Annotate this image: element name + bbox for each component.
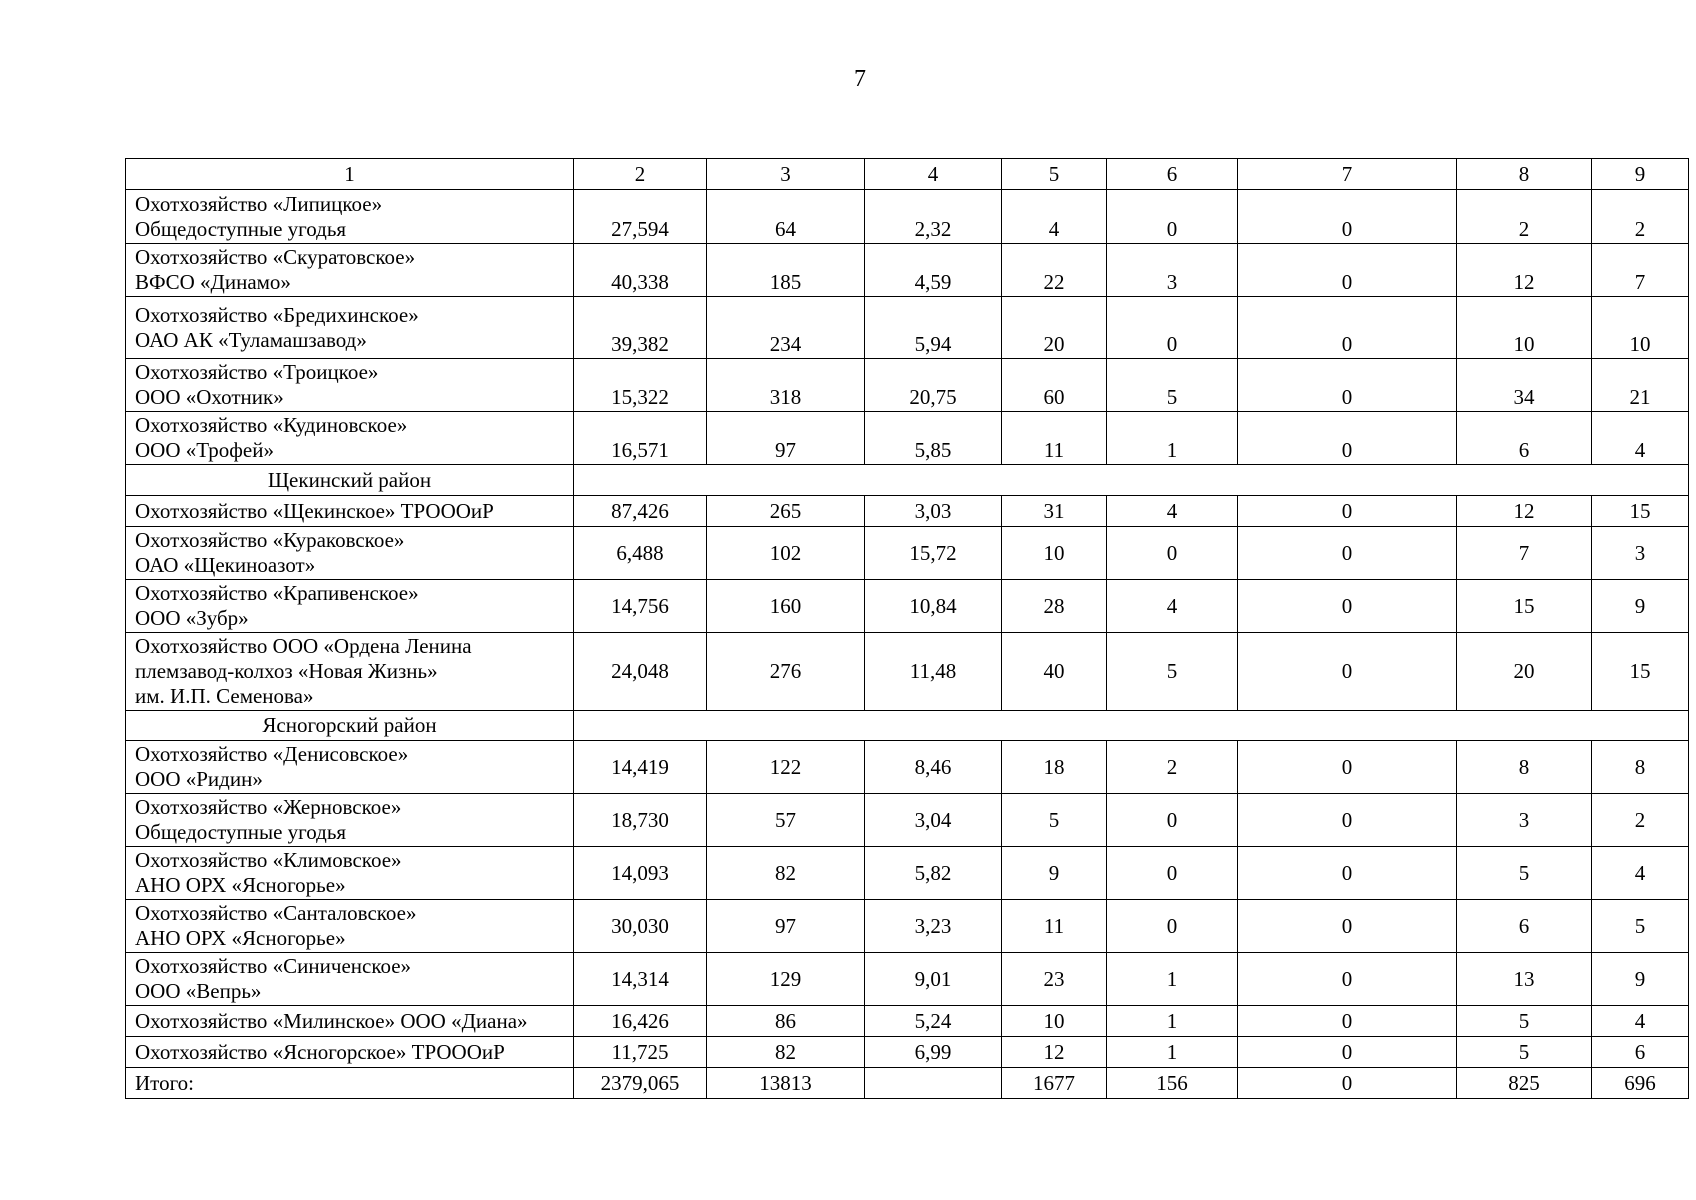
hunting-ground-name [126, 1037, 574, 1068]
value-cell: 14,093 [574, 847, 707, 900]
value-cell: 10 [1002, 1006, 1107, 1037]
value-cell: 0 [1238, 900, 1457, 953]
value-cell: 6,99 [865, 1037, 1002, 1068]
value-cell: 97 [707, 412, 865, 465]
table-row [126, 953, 1689, 1006]
value-cell: 10 [1002, 527, 1107, 580]
value-cell: 0 [1107, 847, 1238, 900]
column-number: 8 [1457, 159, 1592, 190]
value-cell: 16,426 [574, 1006, 707, 1037]
hunting-ground-name [126, 496, 574, 527]
value-cell: 97 [707, 900, 865, 953]
value-cell: 0 [1238, 359, 1457, 412]
value-cell: 39,382 [574, 297, 707, 359]
value-cell: 34 [1457, 359, 1592, 412]
name-line: Охотхозяйство «Троицкое» [135, 360, 379, 384]
value-cell: 86 [707, 1006, 865, 1037]
name-line: Охотхозяйство «Денисовское» [135, 742, 409, 766]
table-row [126, 244, 1689, 297]
column-number: 6 [1107, 159, 1238, 190]
value-cell: 20 [1002, 297, 1107, 359]
value-cell: 318 [707, 359, 865, 412]
name-line: Охотхозяйство «Жерновское» [135, 795, 402, 819]
value-cell: 0 [1107, 190, 1238, 244]
table-row [126, 900, 1689, 953]
district-name: Ясногорский район [126, 711, 574, 741]
value-cell: 5 [1107, 633, 1238, 711]
value-cell: 57 [707, 794, 865, 847]
value-cell: 5,94 [865, 297, 1002, 359]
value-cell: 15 [1457, 580, 1592, 633]
hunting-ground-name [126, 741, 574, 794]
column-number: 7 [1238, 159, 1457, 190]
name-line: Охотхозяйство «Милинское» ООО «Диана» [135, 1008, 528, 1033]
value-cell: 1 [1107, 1006, 1238, 1037]
value-cell: 8 [1457, 741, 1592, 794]
value-cell: 0 [1238, 297, 1457, 359]
value-cell: 102 [707, 527, 865, 580]
value-cell: 15 [1592, 496, 1689, 527]
district-empty-cell [574, 711, 1689, 741]
hunting-ground-name [126, 412, 574, 465]
district-name: Щекинский район [126, 465, 574, 496]
value-cell: 11,725 [574, 1037, 707, 1068]
value-cell: 4 [1002, 190, 1107, 244]
value-cell: 3,23 [865, 900, 1002, 953]
value-cell: 3,04 [865, 794, 1002, 847]
value-cell: 0 [1107, 297, 1238, 359]
value-cell: 24,048 [574, 633, 707, 711]
table-row [126, 297, 1689, 359]
value-cell: 265 [707, 496, 865, 527]
value-cell: 5 [1457, 1006, 1592, 1037]
value-cell: 40 [1002, 633, 1107, 711]
value-cell: 28 [1002, 580, 1107, 633]
value-cell: 40,338 [574, 244, 707, 297]
column-number: 2 [574, 159, 707, 190]
value-cell: 27,594 [574, 190, 707, 244]
value-cell: 0 [1238, 1037, 1457, 1068]
table-row [126, 1006, 1689, 1037]
table-row [126, 794, 1689, 847]
name-line: АНО ОРХ «Ясногорье» [135, 926, 346, 950]
column-number-row [126, 159, 1689, 190]
value-cell: 0 [1238, 847, 1457, 900]
value-cell: 4 [1592, 847, 1689, 900]
value-cell: 0 [1238, 1006, 1457, 1037]
value-cell: 60 [1002, 359, 1107, 412]
value-cell: 9 [1592, 580, 1689, 633]
hunting-ground-name [126, 900, 574, 953]
value-cell: 11,48 [865, 633, 1002, 711]
value-cell: 1677 [1002, 1068, 1107, 1099]
name-line: ООО «Зубр» [135, 606, 249, 630]
value-cell: 5,85 [865, 412, 1002, 465]
hunting-ground-name [126, 794, 574, 847]
value-cell: 0 [1107, 900, 1238, 953]
value-cell: 9,01 [865, 953, 1002, 1006]
hunting-ground-name [126, 244, 574, 297]
value-cell: 13813 [707, 1068, 865, 1099]
name-line: Охотхозяйство «Скуратовское» [135, 245, 416, 269]
value-cell: 129 [707, 953, 865, 1006]
name-line: Итого: [135, 1070, 194, 1095]
name-line: ООО «Ридин» [135, 767, 263, 791]
name-line: Охотхозяйство «Синиченское» [135, 954, 412, 978]
value-cell: 0 [1238, 633, 1457, 711]
value-cell: 0 [1238, 953, 1457, 1006]
value-cell: 3 [1457, 794, 1592, 847]
column-number: 5 [1002, 159, 1107, 190]
hunting-ground-name [126, 359, 574, 412]
value-cell: 9 [1002, 847, 1107, 900]
name-line: Охотхозяйство «Кураковское» [135, 528, 405, 552]
value-cell: 0 [1238, 794, 1457, 847]
name-line: ООО «Охотник» [135, 385, 284, 409]
district-row [126, 711, 1689, 741]
value-cell: 14,314 [574, 953, 707, 1006]
value-cell: 2 [1592, 190, 1689, 244]
value-cell: 13 [1457, 953, 1592, 1006]
value-cell: 16,571 [574, 412, 707, 465]
value-cell: 82 [707, 847, 865, 900]
value-cell: 7 [1592, 244, 1689, 297]
name-line: Охотхозяйство «Санталовское» [135, 901, 417, 925]
value-cell: 3 [1592, 527, 1689, 580]
value-cell: 6 [1592, 1037, 1689, 1068]
value-cell: 0 [1238, 741, 1457, 794]
value-cell [865, 1068, 1002, 1099]
name-line: Общедоступные угодья [135, 216, 347, 241]
table-row [126, 527, 1689, 580]
page-number: 7 [854, 66, 866, 92]
value-cell: 87,426 [574, 496, 707, 527]
value-cell: 6,488 [574, 527, 707, 580]
value-cell: 12 [1457, 244, 1592, 297]
table-row [126, 580, 1689, 633]
value-cell: 12 [1457, 496, 1592, 527]
value-cell: 5 [1457, 1037, 1592, 1068]
column-number: 1 [126, 159, 574, 190]
value-cell: 4 [1592, 1006, 1689, 1037]
table-body [126, 159, 1689, 1099]
name-line: ООО «Вепрь» [135, 979, 262, 1003]
name-line: ВФСО «Динамо» [135, 270, 291, 294]
value-cell: 160 [707, 580, 865, 633]
name-line: Охотхозяйство «Климовское» [135, 848, 402, 872]
value-cell: 18,730 [574, 794, 707, 847]
value-cell: 11 [1002, 900, 1107, 953]
value-cell: 276 [707, 633, 865, 711]
value-cell: 156 [1107, 1068, 1238, 1099]
value-cell: 0 [1238, 580, 1457, 633]
district-empty-cell [574, 465, 1689, 496]
name-line: Охотхозяйство «Бредихинское» [135, 302, 419, 327]
value-cell: 1 [1107, 412, 1238, 465]
value-cell: 2 [1457, 190, 1592, 244]
value-cell: 15,322 [574, 359, 707, 412]
value-cell: 18 [1002, 741, 1107, 794]
hunting-ground-name [126, 953, 574, 1006]
value-cell: 22 [1002, 244, 1107, 297]
name-line: Охотхозяйство «Щекинское» ТРОООиР [135, 498, 494, 523]
value-cell: 0 [1107, 527, 1238, 580]
name-line: племзавод-колхоз «Новая Жизнь» [135, 659, 438, 683]
name-line: Охотхозяйство «Ясногорское» ТРОООиР [135, 1039, 505, 1064]
value-cell: 9 [1592, 953, 1689, 1006]
value-cell: 185 [707, 244, 865, 297]
value-cell: 20,75 [865, 359, 1002, 412]
value-cell: 5,82 [865, 847, 1002, 900]
value-cell: 10 [1457, 297, 1592, 359]
value-cell: 3,03 [865, 496, 1002, 527]
value-cell: 0 [1238, 527, 1457, 580]
value-cell: 12 [1002, 1037, 1107, 1068]
value-cell: 2,32 [865, 190, 1002, 244]
name-line: Охотхозяйство ООО «Ордена Ленина [135, 634, 472, 658]
value-cell: 7 [1457, 527, 1592, 580]
district-row [126, 465, 1689, 496]
value-cell: 825 [1457, 1068, 1592, 1099]
table-row [126, 412, 1689, 465]
value-cell: 1 [1107, 1037, 1238, 1068]
value-cell: 5 [1002, 794, 1107, 847]
column-number: 9 [1592, 159, 1689, 190]
value-cell: 0 [1238, 1068, 1457, 1099]
table-row [126, 1068, 1689, 1099]
column-number: 3 [707, 159, 865, 190]
table-row [126, 633, 1689, 711]
value-cell: 0 [1238, 190, 1457, 244]
value-cell: 11 [1002, 412, 1107, 465]
value-cell: 5 [1592, 900, 1689, 953]
hunting-ground-name [126, 847, 574, 900]
value-cell: 8 [1592, 741, 1689, 794]
hunting-ground-name [126, 1068, 574, 1099]
hunting-ground-name [126, 633, 574, 711]
name-line: Общедоступные угодья [135, 820, 347, 844]
value-cell: 10,84 [865, 580, 1002, 633]
value-cell: 6 [1457, 412, 1592, 465]
value-cell: 1 [1107, 953, 1238, 1006]
name-line: Охотхозяйство «Крапивенское» [135, 581, 419, 605]
hunting-ground-name [126, 580, 574, 633]
value-cell: 0 [1238, 244, 1457, 297]
value-cell: 4 [1592, 412, 1689, 465]
value-cell: 5,24 [865, 1006, 1002, 1037]
table-row [126, 359, 1689, 412]
data-table [125, 158, 1689, 1099]
value-cell: 31 [1002, 496, 1107, 527]
value-cell: 30,030 [574, 900, 707, 953]
value-cell: 2379,065 [574, 1068, 707, 1099]
value-cell: 4,59 [865, 244, 1002, 297]
table-row [126, 1037, 1689, 1068]
value-cell: 2 [1107, 741, 1238, 794]
name-line: АНО ОРХ «Ясногорье» [135, 873, 346, 897]
name-line: ОАО АК «Туламашзавод» [135, 327, 367, 352]
value-cell: 82 [707, 1037, 865, 1068]
hunting-ground-name [126, 1006, 574, 1037]
value-cell: 3 [1107, 244, 1238, 297]
value-cell: 21 [1592, 359, 1689, 412]
value-cell: 5 [1107, 359, 1238, 412]
value-cell: 14,419 [574, 741, 707, 794]
value-cell: 6 [1457, 900, 1592, 953]
name-line: Охотхозяйство «Липицкое» [135, 191, 383, 216]
hunting-ground-name [126, 297, 574, 359]
value-cell: 15,72 [865, 527, 1002, 580]
value-cell: 4 [1107, 580, 1238, 633]
value-cell: 10 [1592, 297, 1689, 359]
value-cell: 64 [707, 190, 865, 244]
value-cell: 4 [1107, 496, 1238, 527]
name-line: ООО «Трофей» [135, 438, 274, 462]
table-row [126, 741, 1689, 794]
value-cell: 2 [1592, 794, 1689, 847]
table-row [126, 190, 1689, 244]
table-row [126, 847, 1689, 900]
value-cell: 0 [1107, 794, 1238, 847]
name-line: ОАО «Щекиноазот» [135, 553, 316, 577]
value-cell: 14,756 [574, 580, 707, 633]
hunting-ground-name [126, 190, 574, 244]
column-number: 4 [865, 159, 1002, 190]
value-cell: 5 [1457, 847, 1592, 900]
name-line: Охотхозяйство «Кудиновское» [135, 413, 408, 437]
value-cell: 122 [707, 741, 865, 794]
value-cell: 8,46 [865, 741, 1002, 794]
value-cell: 696 [1592, 1068, 1689, 1099]
value-cell: 0 [1238, 496, 1457, 527]
table-row [126, 496, 1689, 527]
value-cell: 234 [707, 297, 865, 359]
hunting-ground-name [126, 527, 574, 580]
value-cell: 15 [1592, 633, 1689, 711]
value-cell: 23 [1002, 953, 1107, 1006]
name-line: им. И.П. Семенова» [135, 684, 314, 708]
value-cell: 0 [1238, 412, 1457, 465]
value-cell: 20 [1457, 633, 1592, 711]
